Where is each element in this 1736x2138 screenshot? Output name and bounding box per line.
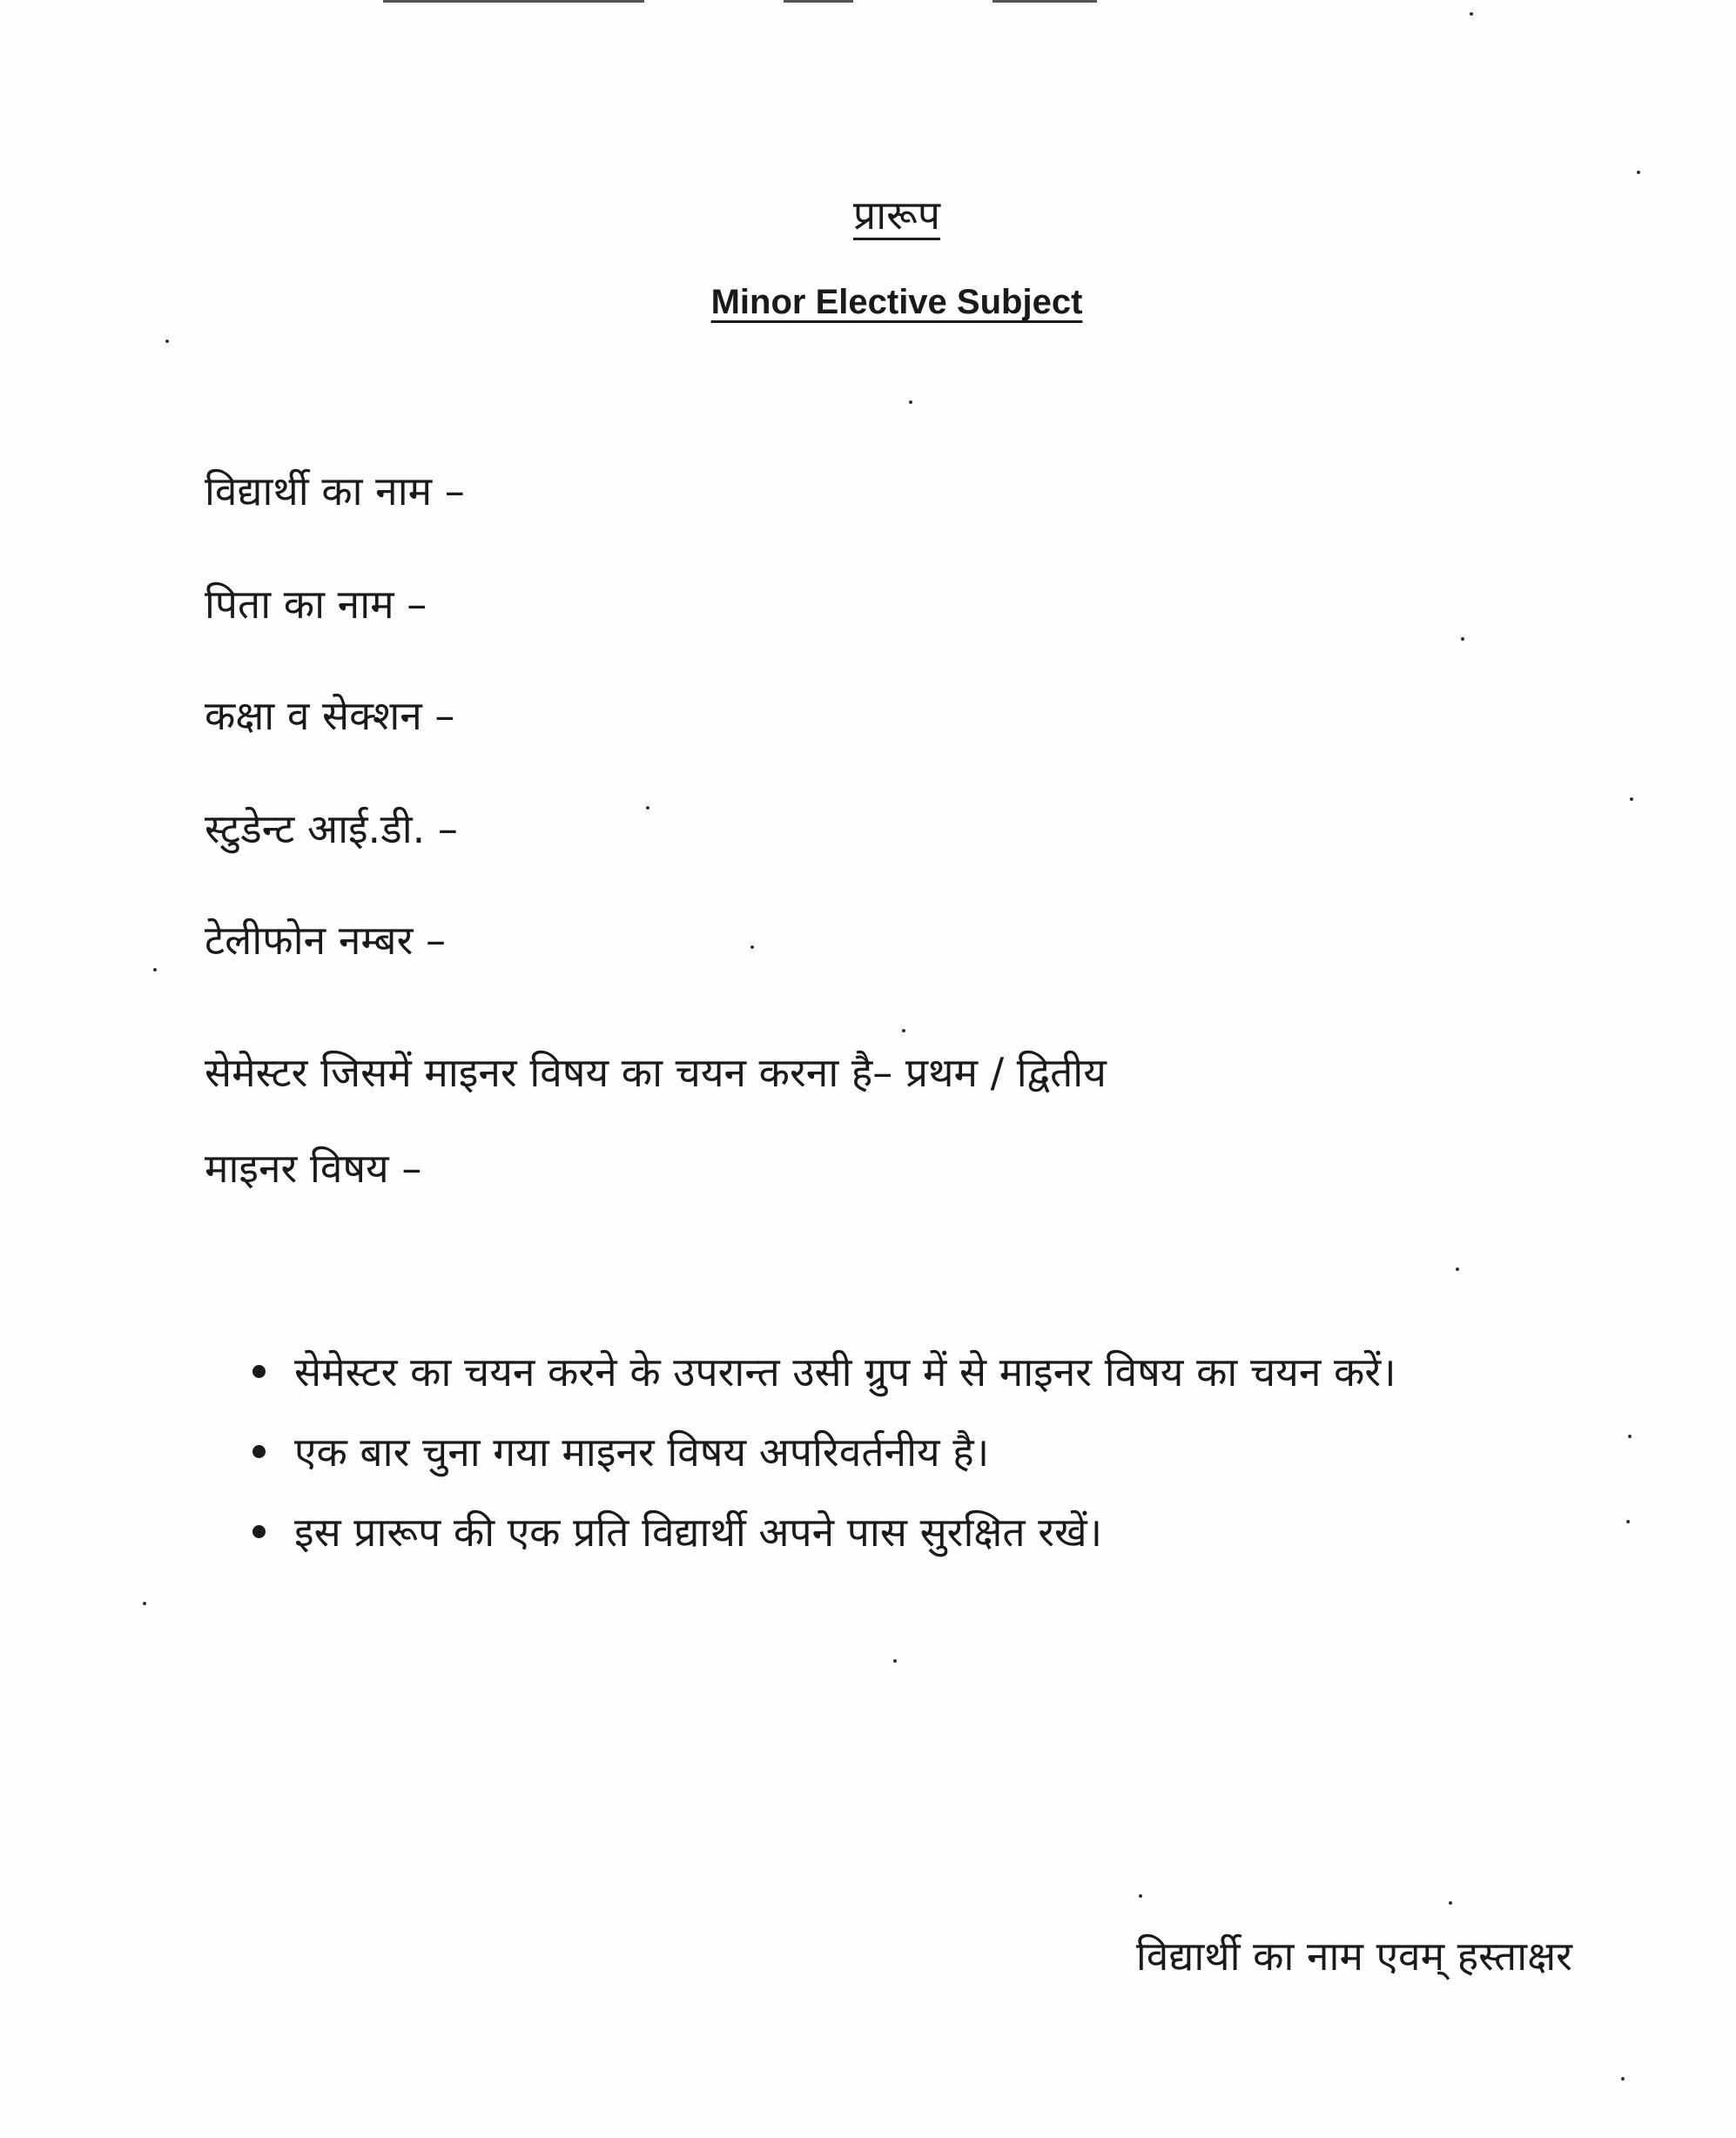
list-item [246,1421,1569,1483]
bullet-icon [252,1365,266,1378]
scan-speck [1630,797,1633,801]
scan-speck [1626,1520,1630,1523]
bullet-icon [252,1445,266,1458]
scan-speck [153,968,157,972]
instruction-text: एक बार चुना गया माइनर विषय अपरिवर्तनीय है। [294,1429,990,1476]
scan-speck [909,400,912,404]
instructions-list [246,1341,1569,1581]
scan-speck [165,340,169,343]
scan-speck [1628,1435,1632,1438]
scan-speck [1461,637,1464,641]
instruction-text: सेमेस्टर का चयन करने के उपरान्त उसी ग्रुप में से माइनर विषय का चयन करें। [294,1348,1396,1395]
student-id-field: स्टुडेन्ट आई.डी. – [205,805,458,852]
scan-speck [1139,1894,1142,1898]
scan-speck [893,1659,897,1663]
scan-speck [902,1029,905,1032]
scan-speck [1449,1901,1452,1905]
instruction-text: इस प्रारूप की एक प्रति विद्यार्थी अपने पास सुरक्षित रखें। [294,1509,1103,1556]
scan-edge-line [784,0,853,3]
scan-speck [1456,1267,1459,1271]
scan-speck [1621,2077,1625,2081]
scan-speck [1637,171,1640,174]
list-item [246,1341,1569,1403]
bullet-icon [252,1525,266,1538]
father-name-field: पिता का नाम – [205,581,427,628]
signature-label: विद्यार्थी का नाम एवम् हस्ताक्षर [1135,1933,1572,1980]
student-name-field: विद्यार्थी का नाम – [205,467,465,514]
scan-edge-line [992,0,1097,3]
list-item [246,1501,1569,1563]
page-subtitle: Minor Elective Subject [710,283,1083,321]
scan-edge-line [383,0,644,3]
page-title: प्रारूप [853,192,940,239]
scan-speck [143,1602,146,1605]
minor-subject-field: माइनर विषय – [205,1145,422,1192]
semester-field: सेमेस्टर जिसमें माइनर विषय का चयन करना है– प्रथम / द्वितीय [205,1049,1107,1096]
scan-speck [646,806,649,810]
telephone-field: टेलीफोन नम्बर – [205,917,447,964]
scan-speck [750,945,754,949]
class-section-field: कक्षा व सेक्शन – [205,692,455,739]
scan-speck [1470,12,1473,16]
